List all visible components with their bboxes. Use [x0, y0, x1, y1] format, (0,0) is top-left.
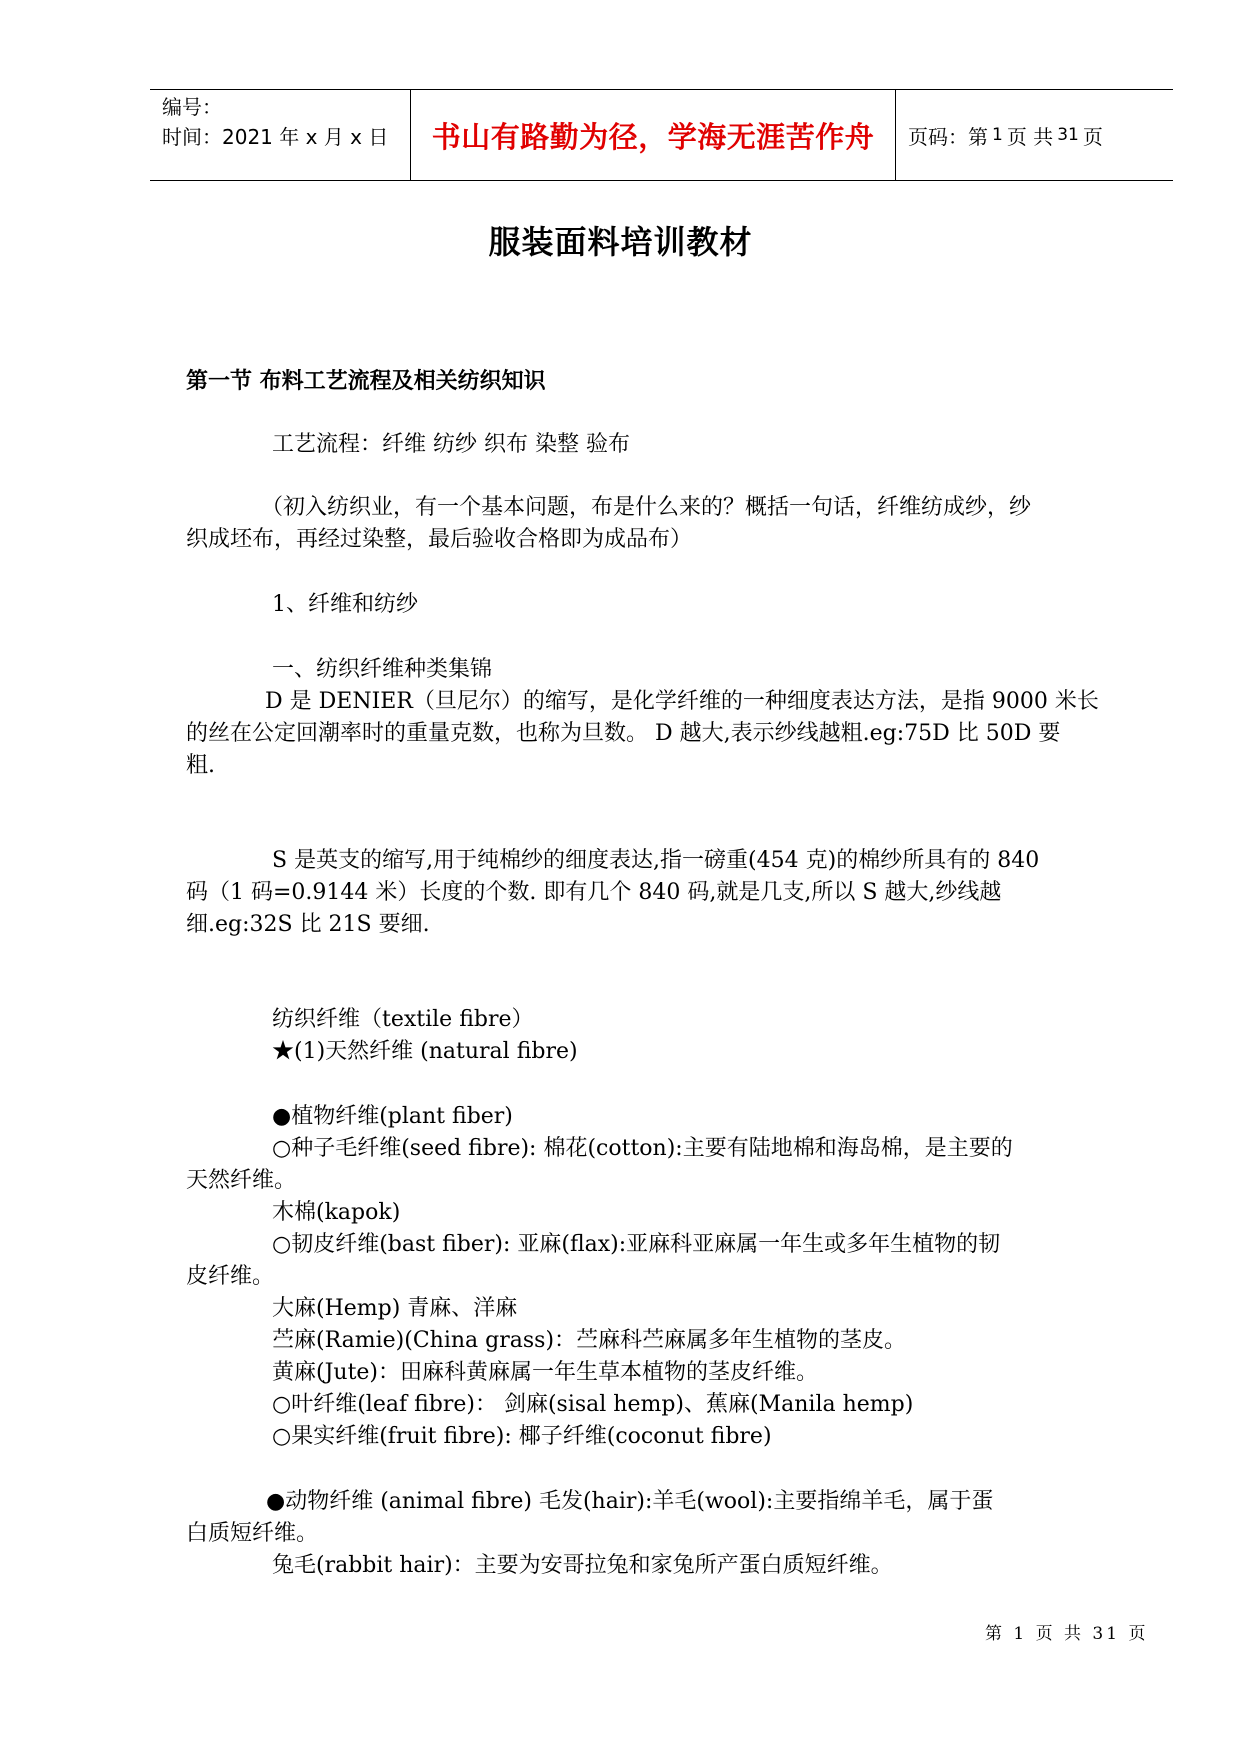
paragraph-line: 1、纤维和纺纱 [272, 592, 418, 617]
number-label: 编号： [162, 95, 222, 119]
paragraph-line: 天然纤维。 [186, 1168, 297, 1193]
paragraph-line: ○叶纤维(leaf fibre)： 剑麻(sisal hemp)、蕉麻(Manila hemp) [272, 1392, 914, 1417]
page-mid: 页 共 [1006, 124, 1054, 149]
paragraph-line: ○种子毛纤维(seed fibre): 棉花(cotton):主要有陆地棉和海岛棉，是主要的 [272, 1136, 1013, 1161]
page-footer: 第 1 页 共 31 页 [985, 1624, 1149, 1644]
header-page-info [896, 90, 1173, 180]
paragraph-line: 白质短纤维。 [186, 1521, 319, 1546]
page-total: 31 [1057, 125, 1079, 145]
document-title: 服装面料培训教材 [488, 223, 753, 261]
paragraph-line: 兔毛(rabbit hair)：主要为安哥拉兔和家兔所产蛋白质短纤维。 [272, 1553, 893, 1578]
paragraph-line: 的丝在公定回潮率时的重量克数，也称为旦数。 D 越大,表示纱线越粗.eg:75D 比 50D 要 [186, 721, 1061, 746]
paragraph-line: 一、纺织纤维种类集锦 [272, 657, 493, 682]
paragraph-line: 皮纤维。 [186, 1264, 275, 1289]
paragraph-line: 细.eg:32S 比 21S 要细. [186, 912, 430, 937]
paragraph-line: ★(1)天然纤维 (natural fibre) [272, 1039, 578, 1064]
paragraph-line: 工艺流程：纤维 纺纱 织布 染整 验布 [272, 432, 630, 457]
header-motto: 书山有路勤为径，学海无涯苦作舟 [411, 90, 896, 180]
page-suffix: 页 [1082, 124, 1103, 149]
page-number: 1 [992, 125, 1003, 145]
paragraph-line: S 是英支的缩写,用于纯棉纱的细度表达,指一磅重(454 克)的棉纱所具有的 840 [272, 848, 1040, 873]
paragraph-line: ●动物纤维 (animal fibre) 毛发(hair):羊毛(wool):主要指绵羊毛，属于蛋 [266, 1489, 994, 1514]
paragraph-line: ○果实纤维(fruit fibre): 椰子纤维(coconut fibre) [272, 1424, 772, 1449]
paragraph-line: （初入纺织业，有一个基本问题，布是什么来的？概括一句话，纤维纺成纱，纱 [261, 495, 1032, 520]
header-meta [150, 90, 411, 180]
paragraph-line: 粗. [186, 753, 215, 778]
paragraph-line: 纺织纤维（textile fibre） [272, 1007, 534, 1032]
paragraph-line: ●植物纤维(plant fiber) [272, 1104, 513, 1129]
document-header [150, 89, 1173, 181]
paragraph-line: D 是 DENIER（旦尼尔）的缩写，是化学纤维的一种细度表达方法，是指 9000 米长 [265, 689, 1099, 714]
paragraph-line: 黄麻(Jute)：田麻科黄麻属一年生草本植物的茎皮纤维。 [272, 1360, 819, 1385]
page-prefix: 页码：第 [908, 124, 988, 149]
paragraph-line: ○韧皮纤维(bast fiber): 亚麻(flax):亚麻科亚麻属一年生或多年生植物的韧 [272, 1232, 1001, 1257]
paragraph-line: 木棉(kapok) [272, 1200, 401, 1225]
paragraph-line: 织成坯布，再经过染整，最后验收合格即为成品布） [186, 527, 693, 552]
section-heading: 第一节 布料工艺流程及相关纺织知识 [186, 369, 546, 394]
paragraph-line: 码（1 码=0.9144 米）长度的个数. 即有几个 840 码,就是几支,所以 S 越大,纱线越 [186, 880, 1002, 905]
paragraph-line: 大麻(Hemp) 青麻、洋麻 [272, 1296, 518, 1321]
time-label: 时间：2021 年 x 月 x 日 [162, 125, 389, 149]
paragraph-line: 苎麻(Ramie)(China grass)：苎麻科苎麻属多年生植物的茎皮。 [272, 1328, 907, 1353]
